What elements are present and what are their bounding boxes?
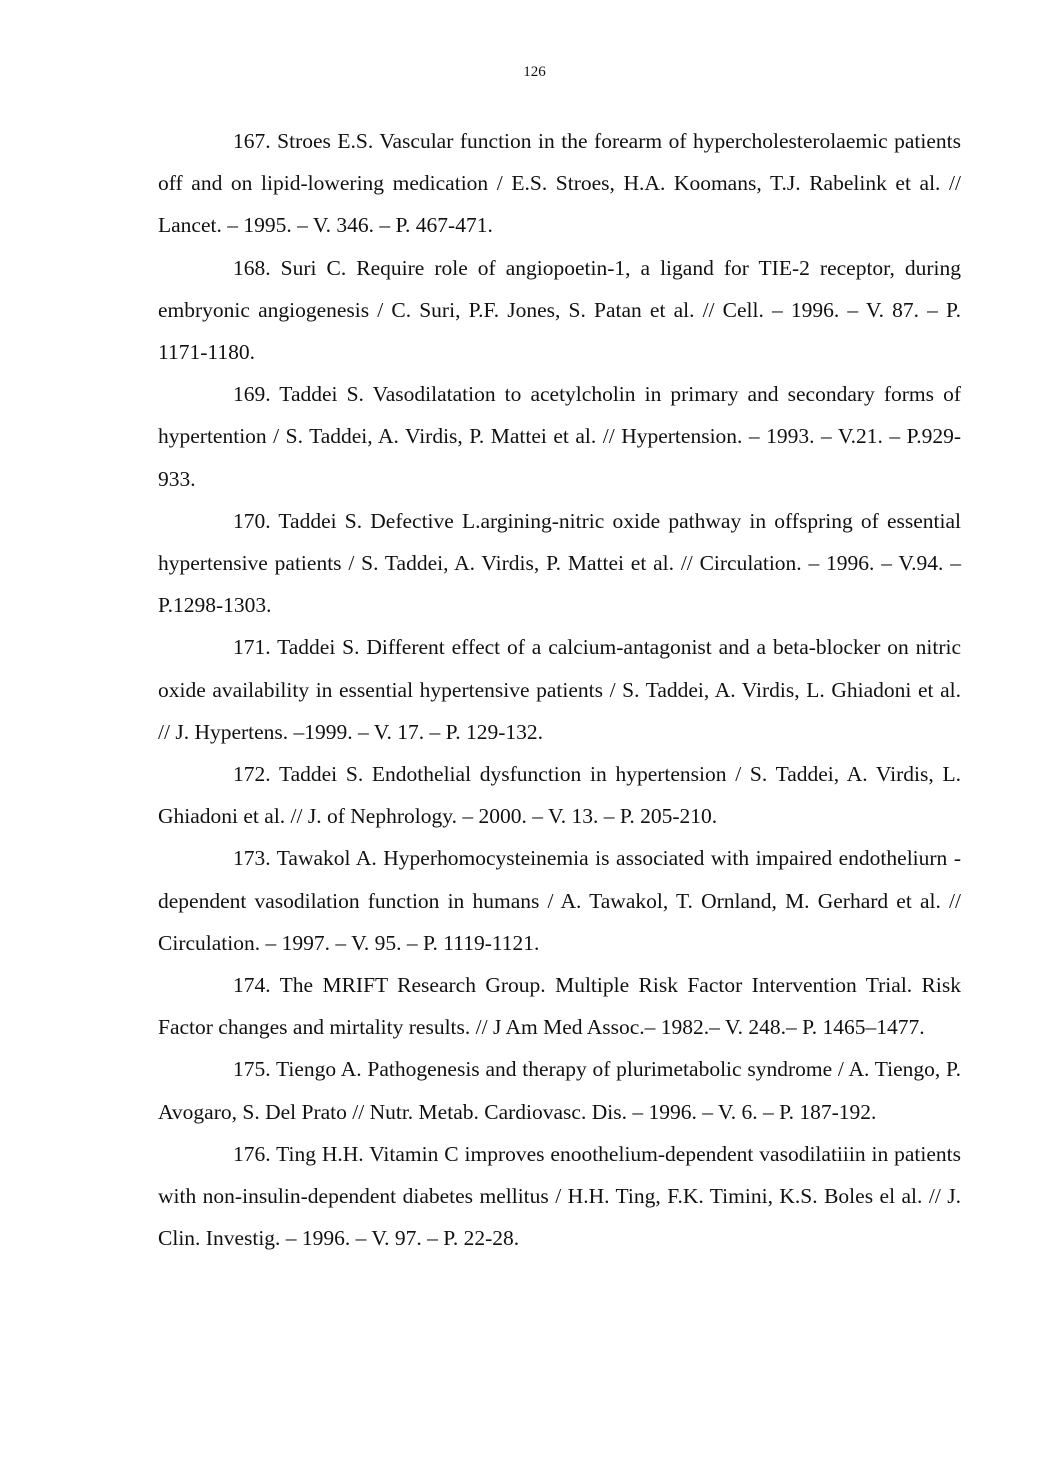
- reference-168: 168. Suri C. Require role of angiopoetin-1, a ligand for TIE-2 receptor, during embryonic angiogenesis / C. Suri, P.F. Jones, S. Patan et al. // Cell. – 1996. – V. 87. – P. 1171-1180.: [158, 255, 961, 365]
- reference-167: 167. Stroes E.S. Vascular function in the forearm of hypercholesterolaemic patients off and on lipid-lowering medication / E.S. Stroes, H.A. Koomans, T.J. Rabelink et al. // Lancet. – 1995. – V. 346. – P. 467-471.: [158, 129, 961, 238]
- reference-175: 175. Tiengo A. Pathogenesis and therapy of plurimetabolic syndrome / A. Tiengo, P. Avogaro, S. Del Prato // Nutr. Metab. Cardiovasc. Dis. – 1996. – V. 6. – P. 187-192.: [158, 1057, 961, 1124]
- page-number: 126: [523, 64, 546, 80]
- reference-171: 171. Taddei S. Different effect of a calcium-antagonist and a beta-blocker on nitric oxide availability in essential hypertensive patients / S. Taddei, A. Virdis, L. Ghiadoni et al. // J. Hypertens. –1999. – V. 17. – P. 129-132.: [158, 635, 961, 744]
- reference-173: 173. Tawakol A. Hyperhomocysteinemia is associated with impaired endotheliurn - dependent vasodilation function in humans / A. Tawakol, T. Ornland, M. Gerhard et al. // Circulation. – 1997. – V. 95. – P. 1119-1121.: [158, 846, 961, 955]
- reference-169: 169. Taddei S. Vasodilatation to acetylcholin in primary and secondary forms of hypertention / S. Taddei, A. Virdis, P. Mattei et al. // Hypertension. – 1993. – V.21. – P.929-933.: [158, 382, 961, 491]
- reference-list: [158, 120, 961, 1259]
- reference-176: 176. Ting H.H. Vitamin C improves enoothelium-dependent vasodilatiiin in patients with non-insulin-dependent diabetes mellitus / H.H. Ting, F.K. Timini, K.S. Boles el al. // J. Clin. Investig. – 1996. – V. 97. – P. 22-28.: [158, 1141, 961, 1251]
- reference-170: 170. Taddei S. Defective L.argining-nitric oxide pathway in offspring of essential hypertensive patients / S. Taddei, A. Virdis, P. Mattei et al. // Circulation. – 1996. – V.94. – P.1298-1303.: [158, 508, 961, 618]
- reference-174: 174. The MRIFT Research Group. Multiple Risk Factor Intervention Trial. Risk Factor changes and mirtality results. // J Am Med Assoc.– 1982.– V. 248.– P. 1465–1477.: [158, 973, 961, 1040]
- reference-172: 172. Taddei S. Endothelial dysfunction in hypertension / S. Taddei, A. Virdis, L. Ghiadoni et al. // J. of Nephrology. – 2000. – V. 13. – P. 205-210.: [158, 762, 961, 829]
